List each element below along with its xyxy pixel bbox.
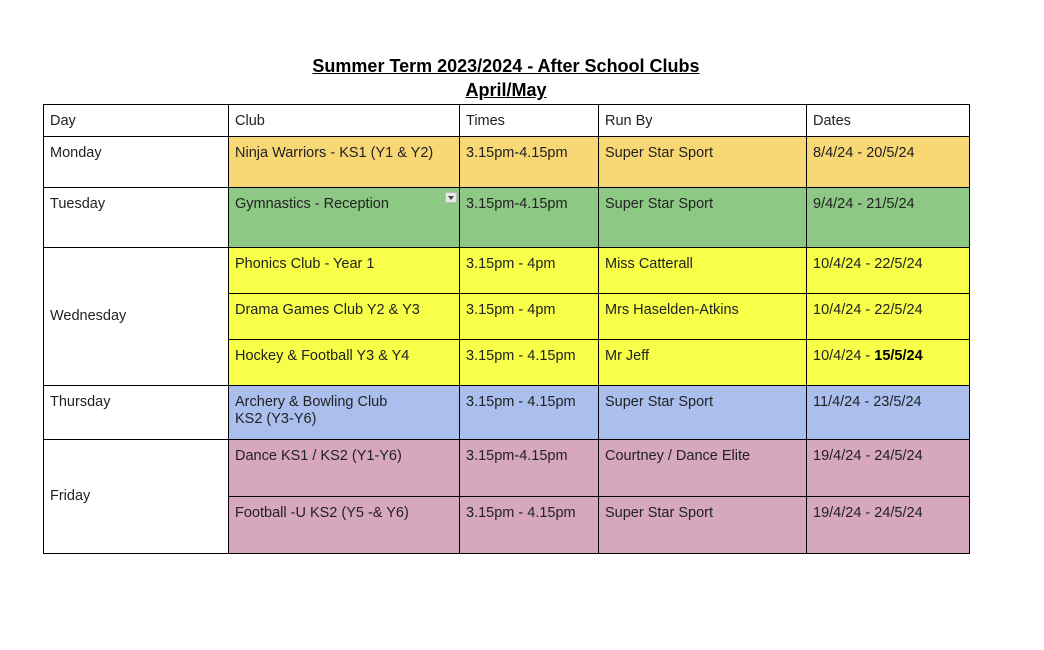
run-by-cell: Super Star Sport	[599, 386, 807, 440]
dates-cell: 19/4/24 - 24/5/24	[807, 440, 970, 497]
table-row	[44, 386, 970, 440]
club-cell: Dance KS1 / KS2 (Y1-Y6)	[229, 440, 460, 497]
dates-cell: 19/4/24 - 24/5/24	[807, 497, 970, 554]
dates-cell: 11/4/24 - 23/5/24	[807, 386, 970, 440]
club-cell: Ninja Warriors - KS1 (Y1 & Y2)	[229, 137, 460, 188]
times-cell: 3.15pm - 4.15pm	[460, 386, 599, 440]
day-cell-thursday: Thursday	[44, 386, 229, 440]
run-by-cell: Super Star Sport	[599, 188, 807, 248]
dropdown-arrow-icon[interactable]	[445, 192, 457, 203]
club-line-1: Archery & Bowling Club	[235, 394, 388, 410]
club-cell: Drama Games Club Y2 & Y3	[229, 294, 460, 340]
document-subtitle: April/May	[465, 80, 547, 100]
table-row	[44, 440, 970, 497]
header-club: Club	[229, 105, 460, 137]
run-by-cell: Miss Catterall	[599, 248, 807, 294]
dates-cell: 10/4/24 - 22/5/24	[807, 294, 970, 340]
dates-cell: 10/4/24 - 22/5/24	[807, 248, 970, 294]
times-cell: 3.15pm-4.15pm	[460, 137, 599, 188]
dates-end-bold: 15/5/24	[874, 348, 923, 364]
header-run-by: Run By	[599, 105, 807, 137]
dates-cell	[807, 340, 970, 386]
club-cell[interactable]	[229, 188, 460, 248]
club-cell: Phonics Club - Year 1	[229, 248, 460, 294]
run-by-cell: Super Star Sport	[599, 137, 807, 188]
clubs-table	[43, 104, 970, 554]
times-cell: 3.15pm - 4pm	[460, 294, 599, 340]
club-cell: Hockey & Football Y3 & Y4	[229, 340, 460, 386]
day-cell-tuesday: Tuesday	[44, 188, 229, 248]
club-cell	[229, 386, 460, 440]
dates-start: 10/4/24 -	[813, 348, 875, 364]
header-day: Day	[44, 105, 229, 137]
run-by-cell: Mrs Haselden-Atkins	[599, 294, 807, 340]
header-row	[44, 105, 970, 137]
times-cell: 3.15pm - 4.15pm	[460, 340, 599, 386]
times-cell: 3.15pm - 4.15pm	[460, 497, 599, 554]
header-dates: Dates	[807, 105, 970, 137]
run-by-cell: Super Star Sport	[599, 497, 807, 554]
table-row	[44, 137, 970, 188]
table-row	[44, 188, 970, 248]
day-cell-wednesday: Wednesday	[44, 248, 229, 386]
dates-cell: 9/4/24 - 21/5/24	[807, 188, 970, 248]
club-cell: Football -U KS2 (Y5 -& Y6)	[229, 497, 460, 554]
club-line-2: KS2 (Y3-Y6)	[235, 411, 317, 427]
header-times: Times	[460, 105, 599, 137]
times-cell: 3.15pm - 4pm	[460, 248, 599, 294]
run-by-cell: Courtney / Dance Elite	[599, 440, 807, 497]
times-cell: 3.15pm-4.15pm	[460, 440, 599, 497]
day-cell-friday: Friday	[44, 440, 229, 554]
table-row	[44, 248, 970, 294]
times-cell: 3.15pm-4.15pm	[460, 188, 599, 248]
club-text: Gymnastics - Reception	[235, 196, 389, 212]
dates-cell: 8/4/24 - 20/5/24	[807, 137, 970, 188]
run-by-cell: Mr Jeff	[599, 340, 807, 386]
document-title: Summer Term 2023/2024 - After School Clubs	[312, 56, 700, 76]
day-cell-monday: Monday	[44, 137, 229, 188]
